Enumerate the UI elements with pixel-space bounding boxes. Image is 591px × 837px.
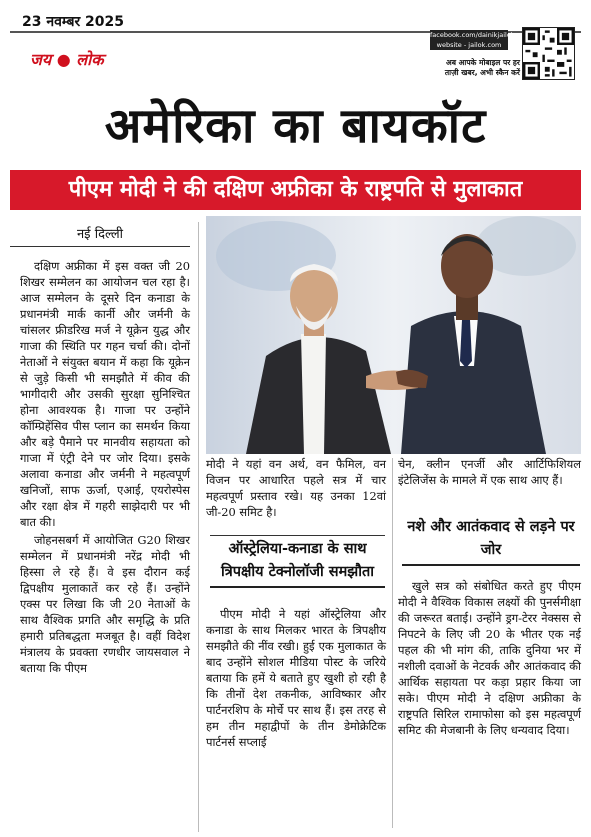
- app-promo-line1: अब आपके मोबाइल पर हर: [446, 58, 520, 67]
- issue-date: 23 नवम्बर 2025: [22, 14, 125, 30]
- article-paragraph: पीएम मोदी ने यहां ऑस्ट्रेलिया और कनाडा के साथ मिलकर भारत के त्रिपक्षीय समझौते की नींव रखी। हुई एक मुलाकात के बाद उन्होंने सोशल मीडिया पोस्ट के जरिये बताया कि हमें ये बताते हुए खुशी हो रही है कि तीनों देश तकनीक, आविष्कार और पार्टनरशिप के मोर्चे पर साथ हैं। इस तरह से हम तीन महाद्वीपों के तीन डेमोक्रेटिक पार्टनर्स सप्लाई: [206, 607, 386, 749]
- section-heading: ऑस्ट्रेलिया-कनाडा के साथ त्रिपक्षीय टेक्नोलॉजी समझौता: [210, 535, 385, 588]
- paper-logo: जय ● लोक: [30, 50, 104, 69]
- dateline: नई दिल्ली: [10, 224, 190, 247]
- facebook-link[interactable]: facebook.com/dainikjailok: [430, 31, 515, 39]
- sub-headline: पीएम मोदी ने की दक्षिण अफ्रीका के राष्ट्रपति से मुलाकात: [10, 170, 581, 210]
- article-column-2-continued: [206, 606, 386, 750]
- article-paragraph: चेन, क्लीन एनर्जी और आर्टिफिशियल इंटेलिजेंस के मामले में एक साथ आए हैं।: [398, 457, 581, 487]
- article-paragraph: जोहनसबर्ग में आयोजित G20 शिखर सम्मेलन में प्रधानमंत्री नरेंद्र मोदी भी हिस्सा ले रहे हैं। वे इस दौरान कई द्विपक्षीय मुलाकातें कर रहे हैं। उन्होंने एक्स पर लिखा कि जी 20 नेताओं के साथ वैश्विक प्रगति और समृद्धि के प्रति हमारी प्रतिबद्धता मजबूत है। वहीं विदेश मंत्रालय के प्रवक्ता रणधीर जायसवाल ने बताया कि पीएम: [20, 533, 190, 675]
- article-paragraph: दक्षिण अफ्रीका में इस वक्त जी 20 शिखर सम्मेलन का आयोजन चल रहा है। आज सम्मेलन के दूसरे दिन कनाडा के प्रधानमंत्री मार्क कार्नी और जर्मनी के चांसलर फ्रीडरिख मर्ज ने यूक्रेन युद्ध और गाजा की स्थिति पर गहन चर्चा की। दोनों नेताओं ने संयुक्त बयान में कहा कि यूक्रेन से जुड़े किसी भी समझौते में कीव की भागीदारी और उसकी सुरक्षा सुनिश्चित होना आवश्यक है। गाजा पर उन्होंने कॉम्प्रिहेंसिव पीस प्लान का समर्थन किया और बड़े पैमाने पर मानवीय सहायता को गाजा में एंट्री देने पर जोर दिया। इसके अलावा कनाडा और जर्मनी ने महत्वपूर्ण खनिजों, साफ ऊर्जा, एआई, एयरोस्पेस और रक्षा क्षेत्र में गहरी साझेदारी पर भी बात की।: [20, 259, 190, 529]
- article-column-2: [206, 456, 386, 520]
- column-divider: [392, 458, 393, 828]
- article-paragraph: खुले सत्र को संबोधित करते हुए पीएम मोदी ने वैश्विक विकास लक्ष्यों की पुनर्समीक्षा की जरूरत बताई। उन्होंने ड्रग-टेरर नेक्सस से निपटने के लिए जी 20 के भीतर एक नई पहल की भी मांग की, ताकि दुनिया भर में नशीली दवाओं के नेटवर्क और आतंकवाद की आर्थिक सहायता पर कड़ा प्रहार किया जा सके। पीएम मोदी ने दक्षिण अफ्रीका के राष्ट्रपति सिरिल रामाफोसा को इस महत्वपूर्ण समिट की मेजबानी के लिए धन्यवाद दिया।: [398, 579, 581, 737]
- article-column-3-continued: [398, 578, 581, 738]
- app-promo-line2: ताज़ी खबर, अभी स्कैन करें: [444, 68, 520, 77]
- site-info[interactable]: [430, 30, 515, 50]
- main-headline: अमेरिका का बायकॉट: [104, 98, 487, 154]
- article-column-1: [20, 258, 190, 676]
- website-link[interactable]: website - jailok.com: [436, 41, 502, 49]
- article-column-3: [398, 456, 581, 488]
- article-paragraph: मोदी ने यहां वन अर्थ, वन फैमिल, वन विजन पर आधारित पहले सत्र में चार महत्वपूर्ण प्रस्ताव रखे। यह उनका 12वां जी-20 समिट है।: [206, 457, 386, 519]
- qr-code-icon[interactable]: [522, 27, 575, 80]
- app-promo: [405, 58, 520, 78]
- section-heading: नशे और आतंकवाद से लड़ने पर जोर: [402, 516, 580, 566]
- leaders-handshake-photo: [206, 216, 581, 454]
- column-divider: [198, 222, 199, 832]
